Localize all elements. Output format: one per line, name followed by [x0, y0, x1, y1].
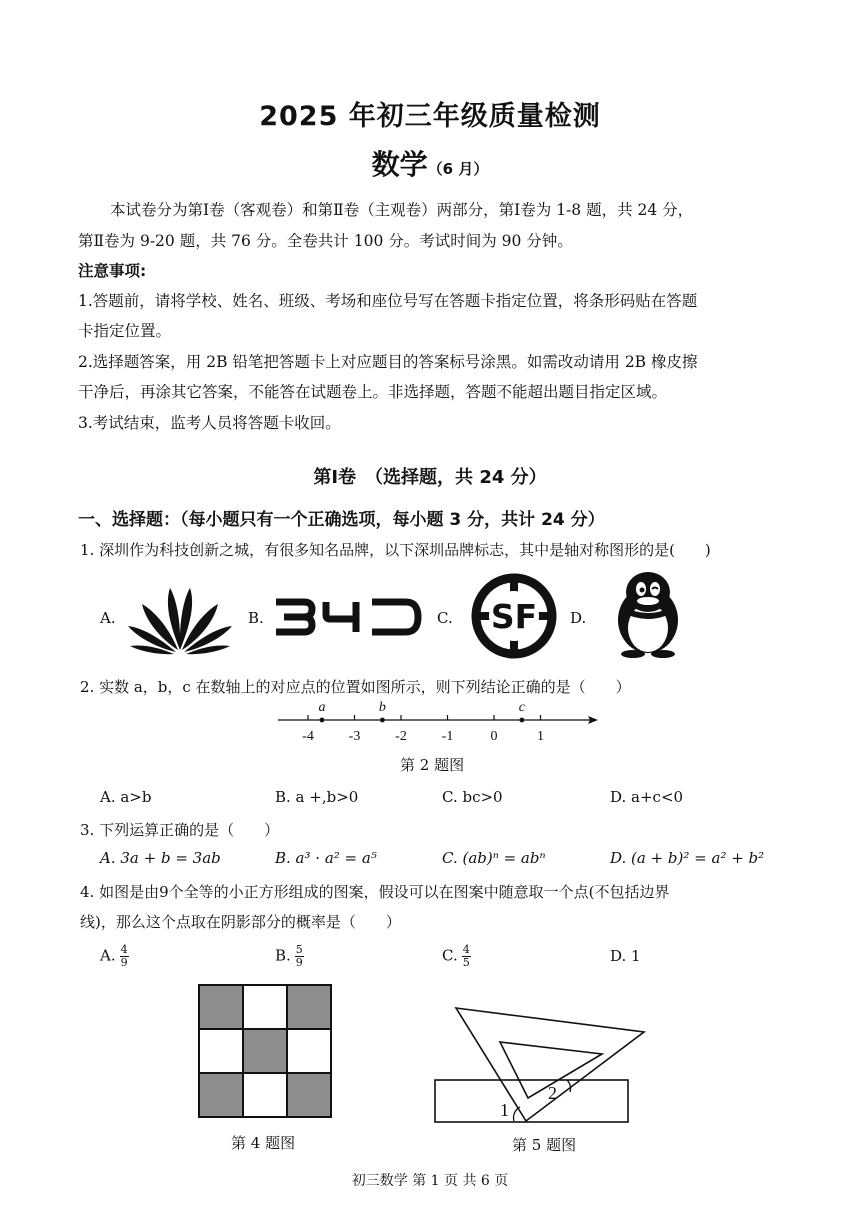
grid-cell-blank — [243, 1073, 287, 1117]
notice-item-2-line-1: 2.选择题答案，用 2B 铅笔把答题卡上对应题目的答案标号涂黑。如需改动请用 2B 橡皮擦 — [78, 353, 698, 371]
number-line-point-c — [520, 718, 525, 723]
section-title: 第Ⅰ卷 （选择题，共 24 分） — [313, 467, 547, 488]
page-footer: 初三数学 第 1 页 共 6 页 — [351, 1173, 509, 1189]
subject-heading — [0, 143, 860, 183]
q4-option-a — [100, 944, 129, 969]
q4-option-b-label: B. — [275, 946, 291, 965]
number-line-figure — [270, 696, 610, 748]
q4-option-a-num: 4 — [120, 943, 128, 956]
q3-option-c: C. (ab)ⁿ = abⁿ — [442, 849, 546, 867]
qq-penguin-logo-icon — [611, 570, 685, 658]
notice-item-1-line-1: 1.答题前，请将学校、姓名、班级、考场和座位号写在答题卡指定位置，将条形码贴在答题 — [78, 292, 698, 310]
grid-cell-shaded — [287, 985, 331, 1029]
q2-option-c: C. bc>0 — [442, 788, 503, 806]
q1-option-b-label: B. — [248, 609, 264, 627]
q1-option-a-label: A. — [100, 609, 116, 627]
q2-option-a: A. a>b — [100, 788, 152, 806]
q1-option-d-label: D. — [570, 609, 587, 627]
grid-cell-blank — [287, 1029, 331, 1073]
question-1-stem: 1. 深圳作为科技创新之城，有很多知名品牌，以下深圳品牌标志，其中是轴对称图形的是( ) — [80, 541, 711, 559]
q4-option-a-den: 9 — [120, 956, 128, 969]
set-square-outer — [456, 1008, 644, 1121]
number-line-point-a — [320, 718, 325, 723]
grid-cell-shaded — [243, 1029, 287, 1073]
number-line-point-b — [380, 718, 385, 723]
intro-line-2: 第Ⅱ卷为 9-20 题，共 76 分。全卷共计 100 分。考试时间为 90 分钟。 — [78, 232, 573, 250]
q4-option-c-label: C. — [442, 946, 458, 965]
number-line-point-label: c — [518, 700, 526, 715]
q5-caption: 第 5 题图 — [512, 1136, 577, 1154]
number-line-tick-label: 0 — [490, 729, 498, 744]
huawei-logo-icon — [127, 582, 233, 656]
q4-option-d-value: 1 — [631, 947, 641, 965]
subject-name: 数学 — [371, 148, 428, 181]
q4-option-c-num: 4 — [462, 943, 470, 956]
notice-item-1-line-2: 卡指定位置。 — [78, 322, 172, 340]
q2-option-d: D. a+c<0 — [610, 788, 684, 806]
angle-1-label: 1 — [500, 1100, 509, 1120]
grid-cell-shaded — [199, 1073, 243, 1117]
notice-heading: 注意事项: — [78, 262, 147, 280]
q2-caption: 第 2 题图 — [400, 756, 465, 774]
angle-2-label: 2 — [548, 1083, 557, 1103]
notice-item-3: 3.考试结束，监考人员将答题卡收回。 — [78, 414, 341, 432]
grid-cell-blank — [199, 1029, 243, 1073]
sf-logo-text: SF — [490, 597, 538, 636]
grid-cell-shaded — [199, 985, 243, 1029]
intro-line-1: 本试卷分为第Ⅰ卷（客观卷）和第Ⅱ卷（主观卷）两部分，第Ⅰ卷为 1-8 题，共 24 分， — [110, 201, 694, 219]
q4-option-b-num: 5 — [295, 943, 303, 956]
q4-grid-figure — [196, 982, 334, 1120]
exam-title: 2025 年初三年级质量检测 — [259, 101, 601, 132]
q4-option-b-fraction — [295, 944, 304, 969]
q4-option-c-den: 5 — [462, 956, 470, 969]
q2-option-b: B. a +,b>0 — [275, 788, 359, 806]
q4-option-c-fraction — [462, 944, 471, 969]
straight-ruler — [435, 1080, 628, 1122]
question-3-stem: 3. 下列运算正确的是（ ） — [80, 821, 280, 839]
q3-option-a: A. 3a + b = 3ab — [100, 849, 221, 867]
question-4-stem-line-1: 4. 如图是由9个全等的小正方形组成的图案，假设可以在图案中随意取一个点(不包括边界 — [80, 883, 670, 901]
sf-express-logo-icon — [470, 572, 558, 660]
q4-option-c — [442, 944, 471, 969]
grid-cell-blank — [243, 985, 287, 1029]
q4-option-b — [275, 944, 304, 969]
number-line-tick-label: -4 — [302, 729, 314, 744]
number-line-tick-label: -1 — [441, 729, 454, 744]
q4-option-a-label: A. — [100, 946, 116, 965]
number-line-tick-label: -2 — [395, 729, 407, 744]
question-4-stem-line-2: 线)，那么这个点取在阴影部分的概率是（ ） — [80, 913, 401, 931]
question-2-stem: 2. 实数 a，b，c 在数轴上的对应点的位置如图所示，则下列结论正确的是（ ） — [80, 678, 631, 696]
q4-option-b-den: 9 — [295, 956, 303, 969]
subject-month: （6 月） — [427, 160, 489, 178]
q5-triangle-ruler-figure — [430, 1000, 650, 1128]
q1-option-c-label: C. — [437, 609, 453, 627]
notice-item-2-line-2: 干净后，再涂其它答案，不能答在试题卷上。非选择题，答题不能超出题目指定区域。 — [78, 383, 668, 401]
number-line-tick-label: 1 — [537, 729, 544, 744]
q3-option-b: B. a³ · a² = a⁵ — [275, 849, 377, 867]
q4-option-a-fraction — [120, 944, 129, 969]
q3-option-d: D. (a + b)² = a² + b² — [610, 849, 765, 867]
number-line-tick-label: -3 — [348, 729, 361, 744]
q4-caption: 第 4 题图 — [231, 1134, 296, 1152]
number-line-point-label: b — [378, 700, 386, 715]
number-line-point-label: a — [318, 700, 326, 715]
grid-cell-shaded — [287, 1073, 331, 1117]
q4-option-d-label: D. — [610, 947, 627, 965]
byd-logo-icon — [274, 598, 422, 636]
part-heading: 一、选择题：（每小题只有一个正确选项，每小题 3 分，共计 24 分） — [78, 510, 605, 530]
q4-option-d — [610, 947, 641, 965]
